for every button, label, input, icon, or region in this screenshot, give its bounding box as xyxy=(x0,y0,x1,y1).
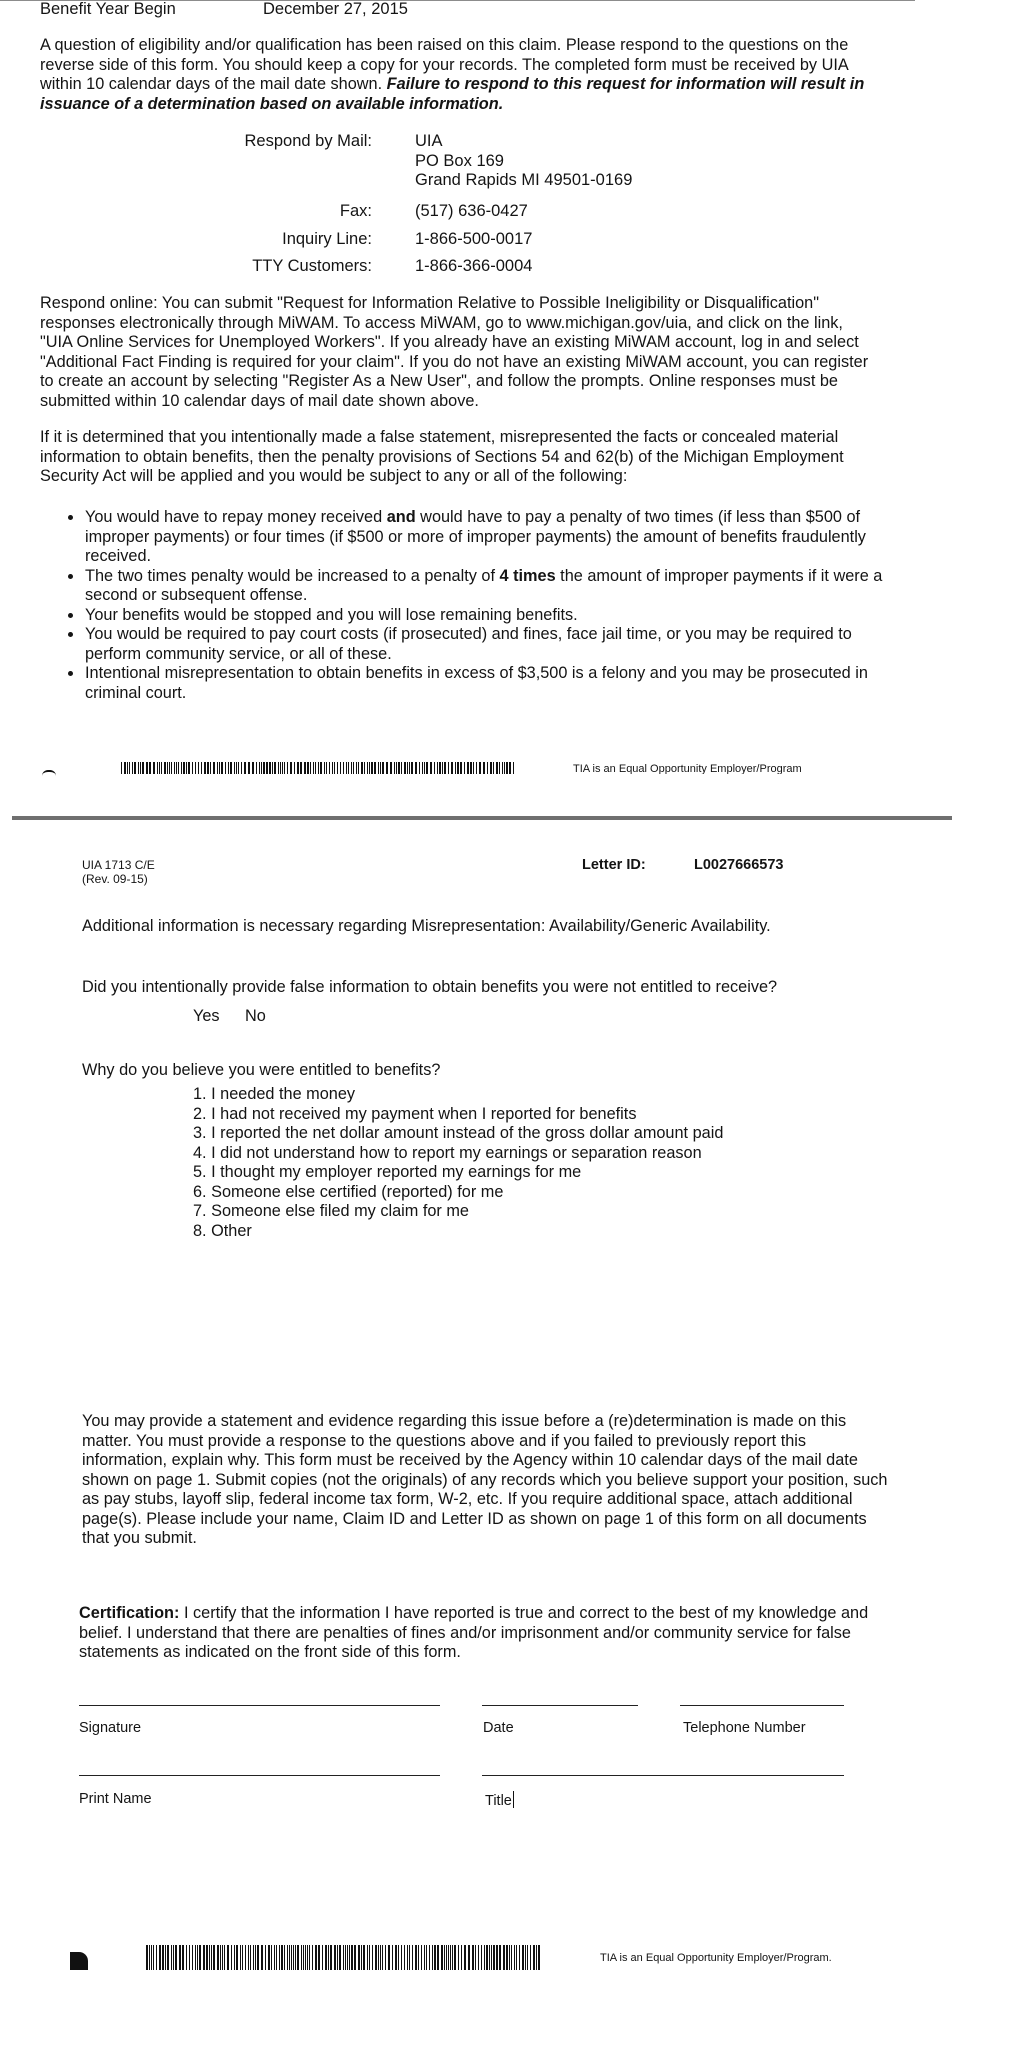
signature-line[interactable] xyxy=(79,1705,440,1706)
benefit-year-label: Benefit Year Begin xyxy=(40,0,176,18)
fax-value: (517) 636-0427 xyxy=(415,202,528,220)
benefit-year-value: December 27, 2015 xyxy=(263,0,408,18)
certification-paragraph xyxy=(79,1604,909,1663)
penalty-list xyxy=(43,508,888,703)
question-false-info: Did you intentionally provide false information to obtain benefits you were not entitled to receive? xyxy=(82,978,778,996)
signature-label: Signature xyxy=(79,1720,142,1736)
page-mark xyxy=(42,770,56,776)
penalty-item: The two times penalty would be increased to a penalty of 4 times the amount of improper payments if it were a second or subsequent offense. xyxy=(43,567,888,606)
reason-list xyxy=(193,1085,723,1241)
page-separator xyxy=(12,816,952,820)
penalty-item: You would be required to pay court costs (if prosecuted) and fines, face jail time, or you may be required to perform community service, or all of these. xyxy=(43,625,888,664)
question-entitled: Why do you believe you were entitled to benefits? xyxy=(82,1061,441,1079)
page-mark xyxy=(70,1952,88,1970)
statement-paragraph: You may provide a statement and evidence regarding this issue before a (re)determination is made on this matter. You must provide a response to the questions above and if you failed to previously report this information, explain why. This form must be received by the Agency within 10 calendar days of the mail date shown on page 1. Submit copies (not the originals) of any records which you believe support your position, such as pay stubs, layoff slip, federal income tax form, W-2, etc. If you require additional space, attach additional page(s). Please include your name, Claim ID and Letter ID as shown on page 1 of this form on all documents that you submit. xyxy=(82,1412,888,1547)
print-name-line[interactable] xyxy=(79,1775,440,1776)
additional-info: Additional information is necessary regarding Misrepresentation: Availability/Generic Availability. xyxy=(82,917,771,935)
answer-no[interactable]: No xyxy=(245,1007,266,1025)
penalty-item: Your benefits would be stopped and you will lose remaining benefits. xyxy=(43,606,888,626)
reason-item[interactable]: 3. I reported the net dollar amount instead of the gross dollar amount paid xyxy=(193,1124,724,1142)
reason-item[interactable]: 6. Someone else certified (reported) for me xyxy=(193,1182,504,1201)
reason-item[interactable]: 5. I thought my employer reported my earnings for me xyxy=(193,1163,582,1181)
intro-warning: Failure to respond to this request for information will result in issuance of a determination based on available information. xyxy=(40,75,865,113)
mail-label: Respond by Mail: xyxy=(244,132,372,150)
inquiry-label: Inquiry Line: xyxy=(282,230,372,248)
print-name-label: Print Name xyxy=(79,1791,152,1807)
intro-text: A question of eligibility and/or qualification has been raised on this claim. Please respond to the questions on the reverse side of this form. You should keep a copy for your records. The completed form must be received by UIA within 10 calendar days of the mail date shown. xyxy=(40,36,849,93)
penalty-item: You would have to repay money received and would have to pay a penalty of two times (if less than $500 of improper payments) or four times (if $500 or more of improper payments) the amount of benefits fraudulently received. xyxy=(43,508,888,567)
penalty-intro: If it is determined that you intentionally made a false statement, misrepresented the facts or concealed material information to obtain benefits, then the penalty provisions of Sections 54 and 62(b) of the Michigan Employment Security Act will be applied and you would be subject to any or all of the following: xyxy=(40,428,844,485)
answer-yes[interactable]: Yes xyxy=(193,1007,220,1025)
tty-value: 1-866-366-0004 xyxy=(415,257,533,275)
footer-eoe-page2: TIA is an Equal Opportunity Employer/Program. xyxy=(600,1952,832,1964)
date-line[interactable] xyxy=(482,1705,638,1706)
form-revision: (Rev. 09-15) xyxy=(82,872,148,886)
reason-item[interactable]: 7. Someone else filed my claim for me xyxy=(193,1202,469,1220)
mail-address-line2: PO Box 169 xyxy=(415,152,504,170)
telephone-line[interactable] xyxy=(680,1705,844,1706)
fax-label: Fax: xyxy=(339,202,372,220)
date-label: Date xyxy=(483,1720,514,1736)
mail-address-line3: Grand Rapids MI 49501-0169 xyxy=(415,171,633,189)
barcode-page1 xyxy=(121,762,516,774)
letter-id-label: Letter ID: xyxy=(582,857,646,873)
reason-item[interactable]: 2. I had not received my payment when I reported for benefits xyxy=(193,1104,637,1123)
title-line[interactable] xyxy=(482,1775,844,1776)
reason-item[interactable]: 8. Other xyxy=(193,1221,252,1240)
reason-item[interactable]: 4. I did not understand how to report my earnings or separation reason xyxy=(193,1143,702,1162)
certification-label: Certification: xyxy=(79,1604,180,1622)
certification-text: I certify that the information I have reported is true and correct to the best of my knowledge and belief. I understand that there are penalties of fines and/or imprisonment and/or community service for false statements as indicated on the front side of this form. xyxy=(79,1604,869,1661)
penalty-item: Intentional misrepresentation to obtain benefits in excess of $3,500 is a felony and you may be prosecuted in criminal court. xyxy=(43,664,888,703)
barcode-page2 xyxy=(146,1945,542,1970)
mail-address-line1: UIA xyxy=(415,132,443,150)
text-cursor xyxy=(513,1791,514,1808)
reason-item[interactable]: 1. I needed the money xyxy=(193,1085,356,1103)
intro-paragraph xyxy=(40,36,870,114)
form-number: UIA 1713 C/E xyxy=(82,858,155,872)
tty-label: TTY Customers: xyxy=(252,257,372,275)
footer-eoe-page1: TIA is an Equal Opportunity Employer/Program xyxy=(573,763,802,774)
inquiry-value: 1-866-500-0017 xyxy=(415,230,533,248)
letter-id-value: L0027666573 xyxy=(694,857,784,873)
title-label: Title xyxy=(485,1793,512,1809)
telephone-label: Telephone Number xyxy=(683,1720,806,1736)
online-paragraph: Respond online: You can submit "Request for Information Relative to Possible Ineligibility or Disqualification" responses electronically through MiWAM. To access MiWAM, go to www.michigan.gov/uia, and click on the link, "UIA Online Services for Unemployed Workers". If you already have an existing MiWAM account, log in and select "Additional Fact Finding is required for your claim". If you do not have an existing MiWAM account, you can register to create an account by selecting "Register As a New User", and follow the prompts. Online responses must be submitted within 10 calendar days of mail date shown above. xyxy=(40,294,869,410)
